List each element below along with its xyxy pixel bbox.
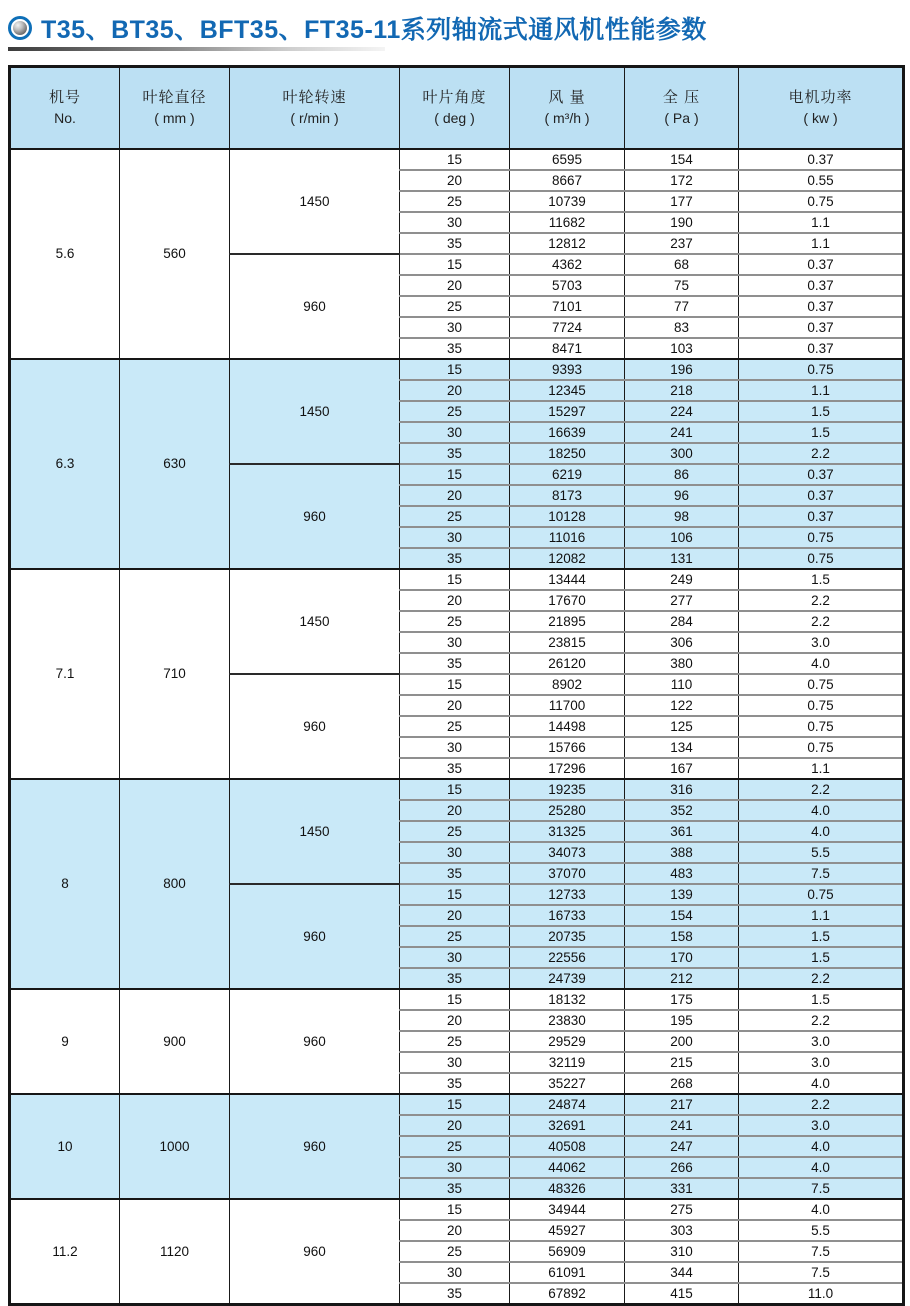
table-row	[10, 149, 904, 170]
cell-total-pressure: 177	[625, 191, 739, 212]
cell-blade-angle: 25	[400, 1136, 510, 1157]
target-circle-icon	[8, 16, 32, 40]
cell-air-volume: 24739	[510, 968, 625, 989]
cell-air-volume: 48326	[510, 1178, 625, 1199]
cell-air-volume: 12345	[510, 380, 625, 401]
cell-air-volume: 29529	[510, 1031, 625, 1052]
cell-blade-angle: 20	[400, 380, 510, 401]
cell-air-volume: 11682	[510, 212, 625, 233]
header-total-pressure-label: 全 压	[662, 88, 701, 106]
cell-blade-angle: 35	[400, 968, 510, 989]
cell-machine-no: 11.2	[10, 1199, 120, 1305]
header-impeller-diameter-label: 叶轮直径	[142, 88, 207, 106]
cell-blade-angle: 20	[400, 275, 510, 296]
cell-total-pressure: 483	[625, 863, 739, 884]
cell-blade-angle: 20	[400, 170, 510, 191]
cell-motor-power: 0.75	[739, 191, 904, 212]
cell-blade-angle: 15	[400, 989, 510, 1010]
cell-total-pressure: 352	[625, 800, 739, 821]
cell-impeller-speed: 1450	[230, 149, 400, 254]
header-impeller-diameter	[120, 67, 230, 149]
cell-motor-power: 1.1	[739, 212, 904, 233]
cell-blade-angle: 20	[400, 1115, 510, 1136]
cell-blade-angle: 15	[400, 149, 510, 170]
cell-total-pressure: 122	[625, 695, 739, 716]
cell-blade-angle: 15	[400, 884, 510, 905]
cell-total-pressure: 380	[625, 653, 739, 674]
cell-motor-power: 11.0	[739, 1283, 904, 1305]
cell-air-volume: 8173	[510, 485, 625, 506]
cell-motor-power: 0.75	[739, 359, 904, 380]
cell-total-pressure: 172	[625, 170, 739, 191]
cell-air-volume: 15766	[510, 737, 625, 758]
header-blade-angle	[400, 67, 510, 149]
cell-total-pressure: 154	[625, 905, 739, 926]
cell-machine-no: 6.3	[10, 359, 120, 569]
cell-impeller-diameter: 560	[120, 149, 230, 359]
cell-blade-angle: 35	[400, 758, 510, 779]
cell-machine-no: 8	[10, 779, 120, 989]
cell-motor-power: 1.5	[739, 401, 904, 422]
cell-blade-angle: 35	[400, 548, 510, 569]
header-impeller-diameter-unit: ( mm )	[154, 109, 195, 126]
cell-air-volume: 61091	[510, 1262, 625, 1283]
cell-blade-angle: 35	[400, 653, 510, 674]
cell-blade-angle: 15	[400, 779, 510, 800]
cell-motor-power: 4.0	[739, 821, 904, 842]
cell-total-pressure: 300	[625, 443, 739, 464]
cell-blade-angle: 30	[400, 527, 510, 548]
cell-total-pressure: 167	[625, 758, 739, 779]
cell-total-pressure: 98	[625, 506, 739, 527]
cell-blade-angle: 30	[400, 1157, 510, 1178]
cell-impeller-speed: 960	[230, 464, 400, 569]
cell-motor-power: 0.37	[739, 485, 904, 506]
cell-blade-angle: 35	[400, 1073, 510, 1094]
cell-motor-power: 5.5	[739, 842, 904, 863]
cell-blade-angle: 35	[400, 443, 510, 464]
cell-total-pressure: 190	[625, 212, 739, 233]
table-body	[10, 149, 904, 1305]
cell-air-volume: 67892	[510, 1283, 625, 1305]
header-impeller-speed-label: 叶轮转速	[282, 88, 347, 106]
cell-blade-angle: 15	[400, 674, 510, 695]
cell-impeller-diameter: 1000	[120, 1094, 230, 1199]
cell-air-volume: 34073	[510, 842, 625, 863]
cell-air-volume: 23830	[510, 1010, 625, 1031]
cell-total-pressure: 284	[625, 611, 739, 632]
cell-impeller-speed: 960	[230, 674, 400, 779]
cell-motor-power: 7.5	[739, 1178, 904, 1199]
cell-total-pressure: 218	[625, 380, 739, 401]
cell-motor-power: 3.0	[739, 1052, 904, 1073]
cell-motor-power: 1.1	[739, 758, 904, 779]
cell-total-pressure: 249	[625, 569, 739, 590]
table-row	[10, 989, 904, 1010]
header-air-volume	[510, 67, 625, 149]
cell-impeller-diameter: 900	[120, 989, 230, 1094]
cell-total-pressure: 303	[625, 1220, 739, 1241]
target-circle-icon-core	[13, 21, 27, 35]
cell-blade-angle: 30	[400, 1262, 510, 1283]
cell-blade-angle: 15	[400, 569, 510, 590]
cell-impeller-speed: 1450	[230, 569, 400, 674]
cell-total-pressure: 217	[625, 1094, 739, 1115]
header-blade-angle-unit: ( deg )	[434, 109, 475, 126]
cell-total-pressure: 106	[625, 527, 739, 548]
cell-impeller-diameter: 800	[120, 779, 230, 989]
cell-motor-power: 2.2	[739, 779, 904, 800]
cell-motor-power: 1.1	[739, 380, 904, 401]
cell-total-pressure: 83	[625, 317, 739, 338]
cell-motor-power: 0.75	[739, 674, 904, 695]
table-row	[10, 779, 904, 800]
cell-total-pressure: 331	[625, 1178, 739, 1199]
cell-air-volume: 18250	[510, 443, 625, 464]
cell-total-pressure: 237	[625, 233, 739, 254]
cell-motor-power: 1.5	[739, 569, 904, 590]
cell-air-volume: 8471	[510, 338, 625, 359]
cell-blade-angle: 35	[400, 338, 510, 359]
cell-motor-power: 1.5	[739, 989, 904, 1010]
cell-total-pressure: 110	[625, 674, 739, 695]
cell-blade-angle: 25	[400, 191, 510, 212]
cell-total-pressure: 75	[625, 275, 739, 296]
cell-blade-angle: 35	[400, 1283, 510, 1305]
page-title: T35、BT35、BFT35、FT35-11系列轴流式通风机性能参数	[41, 16, 707, 44]
table-row	[10, 569, 904, 590]
cell-air-volume: 13444	[510, 569, 625, 590]
cell-total-pressure: 195	[625, 1010, 739, 1031]
cell-total-pressure: 344	[625, 1262, 739, 1283]
cell-motor-power: 1.1	[739, 233, 904, 254]
cell-motor-power: 4.0	[739, 653, 904, 674]
cell-motor-power: 0.37	[739, 317, 904, 338]
cell-blade-angle: 30	[400, 947, 510, 968]
cell-air-volume: 21895	[510, 611, 625, 632]
cell-blade-angle: 20	[400, 905, 510, 926]
table-row	[10, 359, 904, 380]
cell-air-volume: 44062	[510, 1157, 625, 1178]
title-block	[0, 0, 910, 51]
cell-impeller-diameter: 630	[120, 359, 230, 569]
cell-air-volume: 16639	[510, 422, 625, 443]
cell-blade-angle: 25	[400, 716, 510, 737]
cell-total-pressure: 96	[625, 485, 739, 506]
cell-blade-angle: 30	[400, 632, 510, 653]
cell-machine-no: 5.6	[10, 149, 120, 359]
cell-motor-power: 7.5	[739, 863, 904, 884]
header-air-volume-unit: ( m³/h )	[544, 109, 590, 126]
cell-blade-angle: 30	[400, 737, 510, 758]
cell-total-pressure: 361	[625, 821, 739, 842]
cell-motor-power: 1.5	[739, 422, 904, 443]
cell-motor-power: 2.2	[739, 443, 904, 464]
cell-air-volume: 14498	[510, 716, 625, 737]
cell-air-volume: 24874	[510, 1094, 625, 1115]
cell-blade-angle: 15	[400, 1199, 510, 1220]
cell-motor-power: 0.37	[739, 254, 904, 275]
cell-impeller-diameter: 710	[120, 569, 230, 779]
cell-motor-power: 3.0	[739, 632, 904, 653]
cell-air-volume: 10739	[510, 191, 625, 212]
cell-motor-power: 3.0	[739, 1115, 904, 1136]
cell-motor-power: 2.2	[739, 968, 904, 989]
cell-machine-no: 10	[10, 1094, 120, 1199]
cell-air-volume: 31325	[510, 821, 625, 842]
cell-motor-power: 0.37	[739, 296, 904, 317]
cell-total-pressure: 103	[625, 338, 739, 359]
cell-air-volume: 40508	[510, 1136, 625, 1157]
cell-motor-power: 4.0	[739, 1073, 904, 1094]
cell-total-pressure: 139	[625, 884, 739, 905]
cell-motor-power: 4.0	[739, 1199, 904, 1220]
cell-blade-angle: 30	[400, 422, 510, 443]
cell-total-pressure: 306	[625, 632, 739, 653]
cell-total-pressure: 241	[625, 1115, 739, 1136]
cell-air-volume: 20735	[510, 926, 625, 947]
cell-total-pressure: 268	[625, 1073, 739, 1094]
table-header	[10, 67, 904, 149]
cell-total-pressure: 415	[625, 1283, 739, 1305]
cell-motor-power: 4.0	[739, 800, 904, 821]
cell-blade-angle: 25	[400, 1241, 510, 1262]
cell-air-volume: 7101	[510, 296, 625, 317]
cell-air-volume: 17670	[510, 590, 625, 611]
cell-blade-angle: 25	[400, 506, 510, 527]
cell-air-volume: 32691	[510, 1115, 625, 1136]
cell-air-volume: 45927	[510, 1220, 625, 1241]
cell-blade-angle: 25	[400, 821, 510, 842]
header-total-pressure-unit: ( Pa )	[664, 109, 699, 126]
cell-machine-no: 9	[10, 989, 120, 1094]
cell-blade-angle: 25	[400, 926, 510, 947]
cell-air-volume: 10128	[510, 506, 625, 527]
cell-air-volume: 25280	[510, 800, 625, 821]
cell-blade-angle: 20	[400, 485, 510, 506]
cell-motor-power: 0.75	[739, 527, 904, 548]
cell-air-volume: 12812	[510, 233, 625, 254]
cell-total-pressure: 77	[625, 296, 739, 317]
cell-air-volume: 7724	[510, 317, 625, 338]
header-machine-no-unit: No.	[54, 109, 76, 126]
header-air-volume-label: 风 量	[548, 88, 586, 106]
cell-blade-angle: 20	[400, 1010, 510, 1031]
cell-motor-power: 3.0	[739, 1031, 904, 1052]
cell-total-pressure: 158	[625, 926, 739, 947]
cell-total-pressure: 247	[625, 1136, 739, 1157]
cell-machine-no: 7.1	[10, 569, 120, 779]
header-impeller-speed-unit: ( r/min )	[290, 109, 339, 126]
cell-motor-power: 4.0	[739, 1136, 904, 1157]
cell-air-volume: 35227	[510, 1073, 625, 1094]
cell-air-volume: 23815	[510, 632, 625, 653]
cell-total-pressure: 68	[625, 254, 739, 275]
cell-impeller-speed: 960	[230, 1094, 400, 1199]
cell-motor-power: 1.5	[739, 926, 904, 947]
cell-motor-power: 5.5	[739, 1220, 904, 1241]
cell-blade-angle: 35	[400, 863, 510, 884]
cell-blade-angle: 30	[400, 317, 510, 338]
cell-air-volume: 5703	[510, 275, 625, 296]
cell-air-volume: 19235	[510, 779, 625, 800]
cell-total-pressure: 275	[625, 1199, 739, 1220]
cell-total-pressure: 86	[625, 464, 739, 485]
cell-blade-angle: 25	[400, 611, 510, 632]
cell-impeller-speed: 960	[230, 989, 400, 1094]
cell-impeller-speed: 960	[230, 254, 400, 359]
cell-blade-angle: 35	[400, 1178, 510, 1199]
cell-air-volume: 18132	[510, 989, 625, 1010]
cell-impeller-speed: 1450	[230, 359, 400, 464]
title-underline-rule	[8, 47, 385, 51]
cell-motor-power: 0.37	[739, 275, 904, 296]
header-machine-no-label: 机号	[48, 88, 81, 106]
cell-total-pressure: 266	[625, 1157, 739, 1178]
cell-motor-power: 2.2	[739, 1094, 904, 1115]
cell-air-volume: 37070	[510, 863, 625, 884]
cell-total-pressure: 170	[625, 947, 739, 968]
cell-motor-power: 0.37	[739, 149, 904, 170]
cell-air-volume: 6595	[510, 149, 625, 170]
cell-total-pressure: 175	[625, 989, 739, 1010]
cell-impeller-speed: 960	[230, 884, 400, 989]
cell-blade-angle: 15	[400, 464, 510, 485]
cell-total-pressure: 388	[625, 842, 739, 863]
header-impeller-speed	[230, 67, 400, 149]
header-row	[10, 67, 904, 149]
cell-air-volume: 11700	[510, 695, 625, 716]
cell-total-pressure: 215	[625, 1052, 739, 1073]
cell-blade-angle: 25	[400, 401, 510, 422]
cell-air-volume: 8902	[510, 674, 625, 695]
cell-motor-power: 4.0	[739, 1157, 904, 1178]
cell-total-pressure: 212	[625, 968, 739, 989]
cell-motor-power: 0.55	[739, 170, 904, 191]
cell-motor-power: 2.2	[739, 611, 904, 632]
cell-total-pressure: 154	[625, 149, 739, 170]
cell-total-pressure: 196	[625, 359, 739, 380]
header-total-pressure	[625, 67, 739, 149]
cell-blade-angle: 25	[400, 1031, 510, 1052]
header-blade-angle-label: 叶片角度	[422, 88, 487, 106]
cell-blade-angle: 15	[400, 1094, 510, 1115]
cell-blade-angle: 30	[400, 212, 510, 233]
cell-air-volume: 22556	[510, 947, 625, 968]
cell-blade-angle: 30	[400, 1052, 510, 1073]
cell-motor-power: 0.37	[739, 464, 904, 485]
header-motor-power	[739, 67, 904, 149]
cell-air-volume: 4362	[510, 254, 625, 275]
cell-air-volume: 26120	[510, 653, 625, 674]
cell-motor-power: 0.75	[739, 548, 904, 569]
cell-air-volume: 12082	[510, 548, 625, 569]
cell-motor-power: 0.75	[739, 737, 904, 758]
cell-total-pressure: 241	[625, 422, 739, 443]
cell-blade-angle: 20	[400, 800, 510, 821]
cell-blade-angle: 35	[400, 233, 510, 254]
cell-air-volume: 8667	[510, 170, 625, 191]
cell-total-pressure: 131	[625, 548, 739, 569]
cell-air-volume: 32119	[510, 1052, 625, 1073]
table-row	[10, 1094, 904, 1115]
cell-blade-angle: 25	[400, 296, 510, 317]
header-motor-power-unit: ( kw )	[803, 109, 838, 126]
table-row	[10, 1199, 904, 1220]
cell-motor-power: 7.5	[739, 1262, 904, 1283]
cell-air-volume: 17296	[510, 758, 625, 779]
cell-blade-angle: 15	[400, 254, 510, 275]
cell-blade-angle: 30	[400, 842, 510, 863]
cell-blade-angle: 15	[400, 359, 510, 380]
cell-total-pressure: 134	[625, 737, 739, 758]
header-machine-no	[10, 67, 120, 149]
cell-blade-angle: 20	[400, 1220, 510, 1241]
cell-total-pressure: 310	[625, 1241, 739, 1262]
cell-motor-power: 1.1	[739, 905, 904, 926]
cell-motor-power: 0.75	[739, 884, 904, 905]
cell-air-volume: 6219	[510, 464, 625, 485]
cell-motor-power: 2.2	[739, 1010, 904, 1031]
cell-motor-power: 0.75	[739, 695, 904, 716]
cell-air-volume: 34944	[510, 1199, 625, 1220]
cell-total-pressure: 200	[625, 1031, 739, 1052]
cell-total-pressure: 125	[625, 716, 739, 737]
header-motor-power-label: 电机功率	[788, 88, 853, 106]
cell-air-volume: 12733	[510, 884, 625, 905]
cell-motor-power: 7.5	[739, 1241, 904, 1262]
cell-blade-angle: 20	[400, 695, 510, 716]
cell-air-volume: 15297	[510, 401, 625, 422]
cell-motor-power: 1.5	[739, 947, 904, 968]
cell-total-pressure: 277	[625, 590, 739, 611]
cell-impeller-speed: 960	[230, 1199, 400, 1305]
cell-air-volume: 16733	[510, 905, 625, 926]
fan-performance-table	[8, 65, 905, 1306]
cell-impeller-diameter: 1120	[120, 1199, 230, 1305]
cell-motor-power: 0.75	[739, 716, 904, 737]
cell-blade-angle: 20	[400, 590, 510, 611]
cell-air-volume: 56909	[510, 1241, 625, 1262]
cell-total-pressure: 224	[625, 401, 739, 422]
cell-air-volume: 9393	[510, 359, 625, 380]
cell-air-volume: 11016	[510, 527, 625, 548]
cell-motor-power: 0.37	[739, 338, 904, 359]
cell-impeller-speed: 1450	[230, 779, 400, 884]
cell-total-pressure: 316	[625, 779, 739, 800]
cell-motor-power: 2.2	[739, 590, 904, 611]
cell-motor-power: 0.37	[739, 506, 904, 527]
